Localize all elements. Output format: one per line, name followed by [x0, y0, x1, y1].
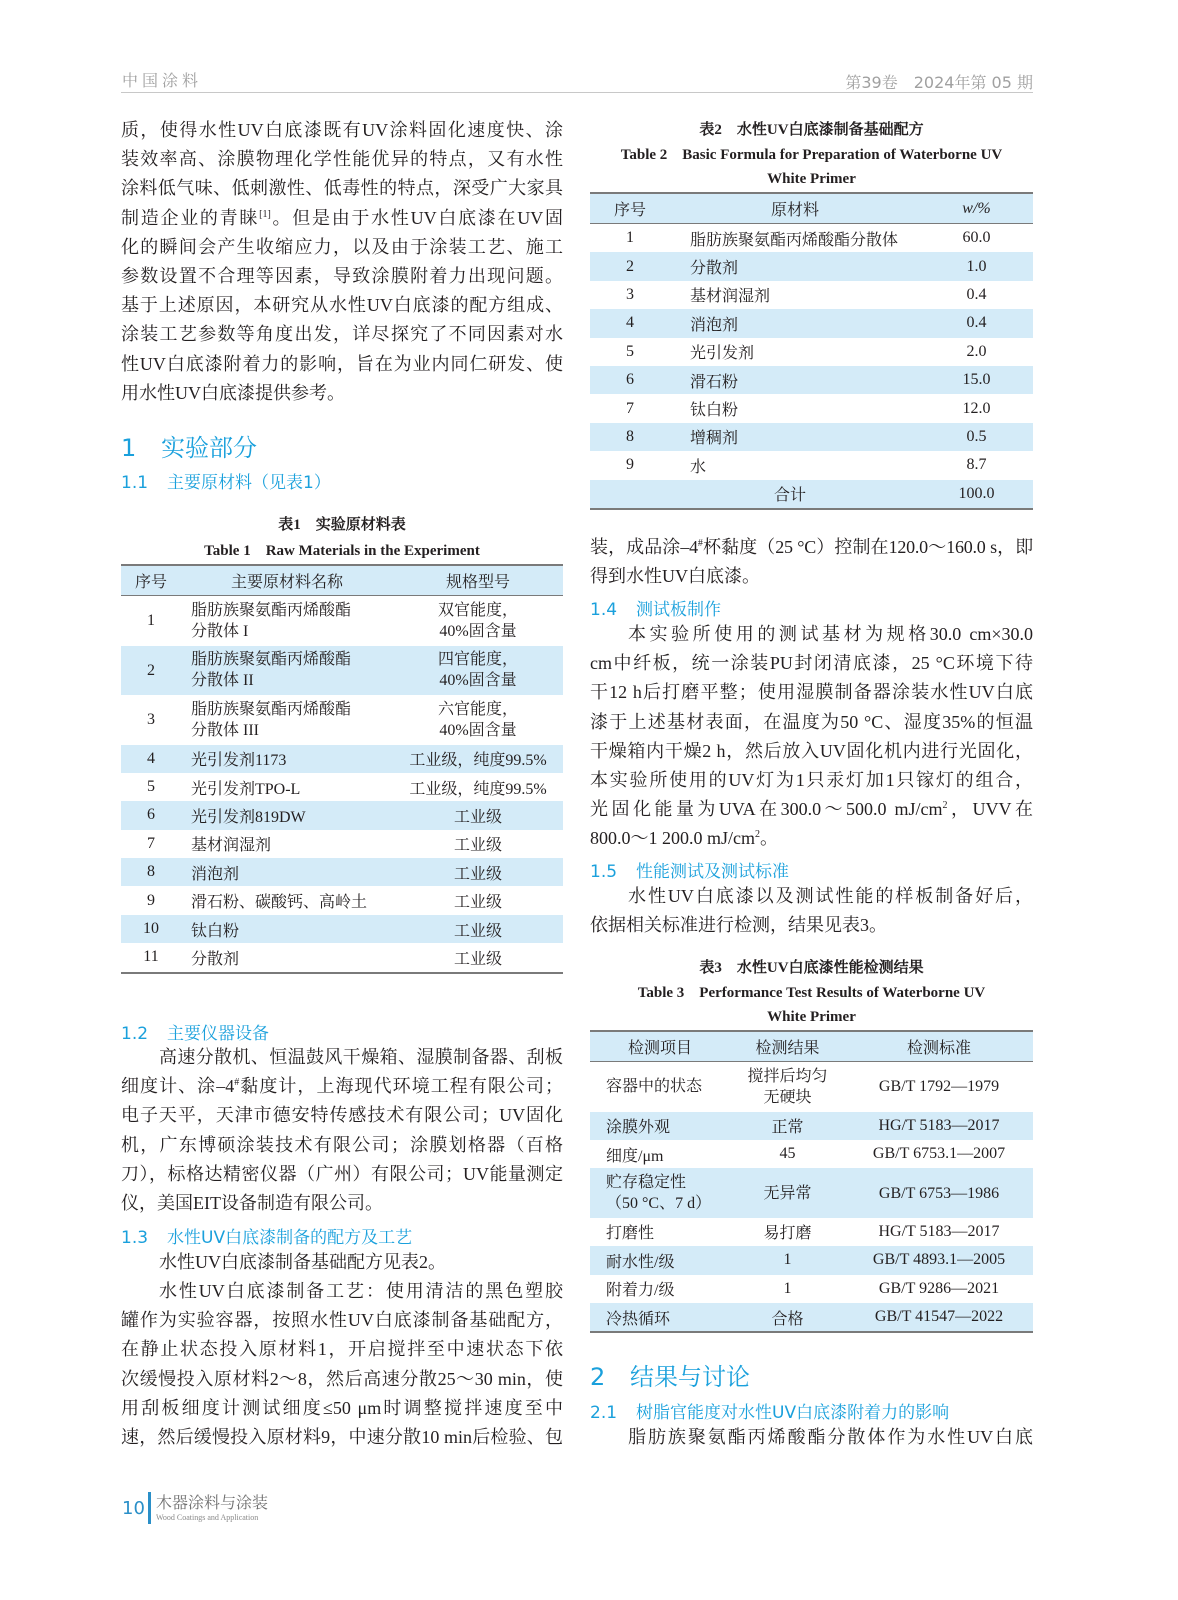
table-cell: 光引发剂TPO-L	[191, 780, 301, 798]
text-line: 依据相关标准进行检测，结果见表3。	[590, 915, 887, 936]
table-cell: 脂肪族聚氨酯丙烯酸酯分散体	[690, 231, 899, 249]
text-line	[590, 824, 1033, 853]
section-number: 2	[590, 1363, 606, 1391]
table-cell: GB/T 4893.1—2005	[845, 1246, 1033, 1274]
col-header: 规格型号	[393, 565, 563, 596]
table-cell: 8	[590, 423, 670, 451]
text-segment: 800.0～1 200.0 mJ/cm	[590, 828, 755, 849]
col-header: 原材料	[670, 193, 920, 224]
table-row	[590, 309, 1033, 337]
total-label: 合计	[590, 480, 920, 509]
table-row	[590, 1062, 1033, 1112]
table-cell: 贮存稳定性 （50 °C、7 d）	[590, 1168, 730, 1218]
table-row	[121, 801, 563, 829]
total-value: 100.0	[920, 480, 1033, 509]
table-cell: 15.0	[920, 366, 1033, 394]
table-row	[590, 1112, 1033, 1140]
col-header: 检测标准	[845, 1031, 1033, 1062]
table-cell: GB/T 9286—2021	[878, 1279, 1000, 1297]
table-cell: 双官能度， 40%固含量	[437, 601, 518, 640]
table-cell: 6	[121, 801, 181, 829]
formula-reference-paragraph	[121, 1248, 563, 1277]
footer-bar	[148, 1492, 151, 1524]
table-cell: 钛白粉	[181, 915, 393, 943]
table-cell: GB/T 1792—1979	[878, 1078, 1000, 1096]
table-row	[121, 886, 563, 914]
table-row	[590, 1218, 1033, 1246]
equipment-paragraph	[121, 1043, 563, 1218]
text-line: 得到水性UV白底漆。	[590, 566, 760, 587]
text-line: 干燥箱内干燥2 h，然后放入UV固化机内进行光固化，	[590, 740, 1033, 761]
table-cell: GB/T 6753—1986	[845, 1168, 1033, 1218]
testing-paragraph	[590, 882, 1033, 940]
intro-paragraph	[121, 116, 563, 408]
table2-caption-en-2: White Primer	[767, 171, 856, 187]
table3-caption-cn: 表3 水性UV白底漆性能检测结果	[699, 960, 924, 976]
table-cell: 工业级	[393, 915, 563, 943]
table-cell: 消泡剂	[670, 309, 920, 337]
col-header: 主要原材料名称	[181, 565, 393, 596]
table-cell: 水	[690, 458, 707, 476]
text-line: 机，广东博硕涂装技术有限公司；涂膜划格器（百格	[121, 1134, 563, 1155]
col-header: 序号	[121, 565, 181, 596]
test-panel-paragraph	[590, 620, 1033, 854]
table-row	[590, 252, 1033, 280]
table-row	[590, 423, 1033, 451]
table-cell: 工业级	[453, 837, 502, 855]
text-line	[121, 1072, 563, 1101]
table-cell: 基材润湿剂	[191, 837, 272, 855]
table2-caption-en: Table 2 Basic Formula for Preparation of Waterborne UV	[620, 147, 1003, 163]
table-cell: 0.5	[920, 423, 1033, 451]
table-cell: 无异常	[730, 1168, 845, 1218]
text-segment: 光固化能量为UVA在300.0～500.0 mJ/cm	[590, 799, 943, 820]
table-row	[121, 596, 563, 646]
text-line: 本实验所使用的UV灯为1只汞灯加1只镓灯的组合，	[590, 769, 1033, 790]
table-cell: 细度/μm	[606, 1147, 664, 1165]
table-cell: 涂膜外观	[590, 1112, 730, 1140]
total-row	[590, 480, 1033, 509]
section-1-5-heading	[590, 857, 789, 882]
col-header: w/%	[920, 193, 1033, 224]
performance-results-table	[590, 1030, 1033, 1333]
section-title: 结果与讨论	[630, 1363, 750, 1391]
section-title: 实验部分	[161, 434, 257, 462]
text-line: 用刮板细度计测试细度≤50 μm时调整搅拌速度至中	[121, 1397, 563, 1418]
text-line: 水性UV白底漆制备工艺：使用清洁的黑色塑胶	[159, 1281, 563, 1301]
table-cell: 11	[121, 943, 181, 972]
table-cell: 工业级	[393, 943, 563, 972]
table-cell: GB/T 6753.1—2007	[872, 1145, 1006, 1163]
text-segment: 黏度计，上海现代环境工程有限公司；	[239, 1076, 564, 1097]
table-cell: 附着力/级	[606, 1282, 675, 1300]
text-line	[121, 204, 563, 233]
section-title: 树脂官能度对水性UV白底漆附着力的影响	[636, 1403, 950, 1423]
table-cell: 工业级	[453, 894, 502, 912]
journal-name: 中国涂料	[122, 71, 203, 90]
table-cell: 正常	[730, 1112, 845, 1140]
table3-caption-en-2: White Primer	[767, 1009, 856, 1025]
table-cell: 合格	[730, 1303, 845, 1332]
section-title: 主要原材料（见表1）	[167, 473, 331, 493]
table-row	[121, 915, 563, 943]
table-cell: 60.0	[962, 229, 991, 247]
text-line: 脂肪族聚氨酯丙烯酸酯分散体作为水性UV白底	[628, 1427, 1033, 1447]
table-cell: 脂肪族聚氨酯丙烯酸酯 分散体 II	[181, 646, 393, 696]
text-line	[590, 795, 1033, 824]
table-cell: 耐水性/级	[590, 1246, 730, 1274]
table-row	[121, 745, 563, 773]
text-line: 高速分散机、恒温鼓风干燥箱、湿膜制备器、刮板	[159, 1047, 563, 1067]
section-title: 测试板制作	[636, 600, 721, 620]
section-number: 1.2	[121, 1024, 149, 1044]
table-cell: 容器中的状态	[606, 1078, 703, 1096]
table-cell: 7	[147, 834, 155, 852]
table-row	[121, 773, 563, 801]
superscript: #	[234, 1077, 240, 1089]
text-line: 仪，美国EIT设备制造有限公司。	[121, 1192, 383, 1213]
resin-paragraph	[590, 1423, 1033, 1452]
table1-caption-cn: 表1 实验原材料表	[278, 517, 406, 533]
table-row	[590, 394, 1033, 422]
table-cell: 5	[147, 778, 155, 796]
table-cell: 基材润湿剂	[690, 288, 771, 306]
text-line: 在静止状态投入原材料1，开启搅拌至中速状态下依	[121, 1339, 563, 1360]
table-cell: 4	[121, 745, 181, 773]
table-cell: 脂肪族聚氨酯丙烯酸酯 分散体 I	[191, 601, 352, 640]
table-row	[590, 281, 1033, 309]
superscript: #	[697, 538, 703, 549]
table-row	[590, 338, 1033, 366]
section-2-1-heading	[590, 1398, 949, 1423]
basic-formula-table	[590, 192, 1033, 510]
table-row	[121, 646, 563, 696]
table-cell: 分散剂	[670, 252, 920, 280]
page-number: 10	[122, 1498, 145, 1519]
table-cell: 六官能度， 40%固含量	[437, 700, 518, 739]
table-cell: 光引发剂819DW	[181, 801, 393, 829]
section-title: 主要仪器设备	[167, 1024, 269, 1044]
text-line: 罐作为实验容器，按照水性UV白底漆制备基础配方，	[121, 1310, 563, 1331]
section-number: 1.5	[590, 862, 618, 882]
table-cell: HG/T 5183—2017	[878, 1222, 1000, 1240]
table-cell: 易打磨	[763, 1225, 812, 1243]
text-line: 质，使得水性UV白底漆既有UV涂料固化速度快、涂	[121, 120, 563, 140]
table-cell: 4	[590, 309, 670, 337]
table-cell: 1	[626, 229, 634, 247]
table-row	[590, 451, 1033, 479]
table-cell: 3	[626, 285, 634, 303]
section-1-heading	[121, 428, 257, 463]
section-title: 性能测试及测试标准	[636, 862, 789, 882]
table1-caption-en: Table 1 Raw Materials in the Experiment	[204, 543, 480, 559]
table-row	[590, 366, 1033, 394]
table-cell: 2	[121, 646, 181, 696]
text-line: 涂装工艺参数等角度出发，详尽探究了不同因素对水	[121, 324, 563, 345]
table2-caption-cn: 表2 水性UV白底漆制备基础配方	[699, 122, 924, 138]
text-line: 参数设置不合理等因素，导致涂膜附着力出现问题。	[121, 265, 563, 286]
text-segment: 装，成品涂–4	[590, 537, 698, 557]
table-cell: GB/T 41547—2022	[845, 1303, 1033, 1332]
table-cell: 2	[590, 252, 670, 280]
table-cell: 0.4	[920, 309, 1033, 337]
table-cell: 5	[626, 342, 634, 360]
table-cell: 光引发剂1173	[181, 745, 393, 773]
table-cell: 1	[783, 1279, 792, 1297]
text-line: 装效率高、涂膜物理化学性能优异的特点，又有水性	[121, 149, 563, 170]
section-number: 1	[121, 434, 137, 462]
table-cell: 四官能度， 40%固含量	[393, 646, 563, 696]
text-line: 性UV白底漆附着力的影响，旨在为业内同仁研发、使	[121, 353, 563, 374]
table-cell: 工业级	[393, 801, 563, 829]
process-paragraph	[121, 1277, 563, 1452]
table-row	[121, 830, 563, 858]
text-line: 本实验所使用的测试基材为规格30.0 cm×30.0	[628, 624, 1033, 644]
section-1-3-heading	[121, 1223, 412, 1248]
text-line: 电子天平，天津市德安特传感技术有限公司；UV固化	[121, 1105, 563, 1126]
text-line: 刀），标格达精密仪器（广州）有限公司；UV能量测定	[121, 1163, 563, 1184]
text-segment: ，UVV在	[947, 799, 1033, 820]
table-row	[590, 1275, 1033, 1303]
table-cell: 7	[626, 399, 634, 417]
table-cell: 1	[730, 1246, 845, 1274]
text-segment: 。	[760, 828, 778, 849]
table-cell: 9	[626, 456, 634, 474]
section-1-4-heading	[590, 595, 721, 620]
table-cell: 工业级	[393, 858, 563, 886]
text-line: 化的瞬间会产生收缩应力，以及由于涂装工艺、施工	[121, 236, 563, 257]
issue-info: 第39卷 2024年第 05 期	[845, 73, 1033, 92]
text-segment: 杯黏度（25 °C）控制在120.0～160.0 s，即	[702, 537, 1033, 557]
table-cell: 钛白粉	[690, 402, 739, 420]
footer-journal-en: Wood Coatings and Application	[156, 1513, 259, 1522]
superscript: 2	[755, 829, 760, 841]
table-cell: 1.0	[920, 252, 1033, 280]
footer-journal-cn: 木器涂料与涂装	[156, 1493, 269, 1512]
section-number: 1.1	[121, 473, 149, 493]
text-line: 水性UV白底漆制备基础配方见表2。	[159, 1252, 446, 1272]
section-number: 1.4	[590, 600, 618, 620]
table-cell: 光引发剂	[690, 345, 755, 363]
text-line: 水性UV白底漆以及测试性能的样板制备好后，	[628, 886, 1033, 906]
table-cell: 工业级，纯度99.5%	[393, 745, 563, 773]
table-cell: 10	[121, 915, 181, 943]
table-row	[121, 943, 563, 972]
section-1-1-heading	[121, 468, 331, 493]
table-cell: 3	[147, 711, 155, 729]
table-row	[121, 695, 563, 745]
text-line: 用水性UV白底漆提供参考。	[121, 382, 345, 403]
section-title: 水性UV白底漆制备的配方及工艺	[167, 1228, 413, 1248]
superscript: [1]	[259, 208, 271, 220]
table-cell: 12.0	[962, 399, 991, 417]
table-row	[590, 224, 1033, 253]
table-cell: 2.0	[966, 342, 987, 360]
table-cell: 冷热循环	[590, 1303, 730, 1332]
text-segment: 制造企业的青睐	[121, 207, 260, 228]
table-row	[590, 1140, 1033, 1168]
table-cell: 脂肪族聚氨酯丙烯酸酯 分散体 III	[191, 700, 352, 739]
table-row	[590, 1303, 1033, 1332]
text-line	[590, 533, 1033, 562]
text-line: 次缓慢投入原材料2～8，然后高速分散25～30 min，使	[121, 1368, 563, 1389]
col-header: 序号	[590, 193, 670, 224]
table-cell: 消泡剂	[181, 858, 393, 886]
table-row	[590, 1168, 1033, 1218]
table-cell: 打磨性	[606, 1225, 655, 1243]
section-number: 2.1	[590, 1403, 618, 1423]
table-cell: 搅拌后均匀 无硬块	[747, 1067, 828, 1106]
text-line: 漆于上述基材表面，在温度为50 °C、湿度35%的恒温	[590, 711, 1033, 732]
table-cell: 1	[147, 612, 155, 630]
text-segment: 。但是由于水性UV白底漆在UV固	[270, 207, 563, 228]
superscript: 2	[942, 800, 948, 812]
text-line: 速，然后缓慢投入原材料9，中速分散10 min后检验、包	[121, 1426, 563, 1447]
table-cell: 8	[121, 858, 181, 886]
table-row	[590, 1246, 1033, 1274]
section-2-heading	[590, 1357, 750, 1392]
text-line: 涂料低气味、低刺激性、低毒性的特点，深受广大家具	[121, 178, 563, 199]
process-continued-paragraph	[590, 533, 1033, 591]
table-cell: 工业级，纯度99.5%	[409, 780, 547, 798]
section-number: 1.3	[121, 1228, 149, 1248]
text-line: cm中纤板，统一涂装PU封闭清底漆，25 °C环境下待	[590, 653, 1033, 674]
text-segment: 细度计、涂–4	[121, 1076, 235, 1097]
table3-caption-en: Table 3 Performance Test Results of Waterborne UV	[637, 985, 986, 1001]
col-header: 检测结果	[730, 1031, 845, 1062]
text-line: 干12 h后打磨平整；使用湿膜制备器涂装水性UV白底	[590, 682, 1033, 703]
table-cell: HG/T 5183—2017	[845, 1112, 1033, 1140]
table-cell: 滑石粉、碳酸钙、高岭土	[191, 894, 368, 912]
raw-materials-table	[121, 564, 563, 974]
table-row	[121, 858, 563, 886]
header-divider	[121, 92, 1033, 93]
text-line: 基于上述原因，本研究从水性UV白底漆的配方组成、	[121, 295, 563, 316]
table-cell: 滑石粉	[670, 366, 920, 394]
section-1-2-heading	[121, 1019, 269, 1044]
table-cell: 6	[590, 366, 670, 394]
table-cell: 45	[779, 1145, 796, 1163]
table-cell: 增稠剂	[670, 423, 920, 451]
col-header: 检测项目	[590, 1031, 730, 1062]
table-cell: 0.4	[966, 285, 987, 303]
table-cell: 8.7	[966, 456, 987, 474]
table-cell: 分散剂	[181, 943, 393, 972]
table-cell: 9	[147, 891, 155, 909]
